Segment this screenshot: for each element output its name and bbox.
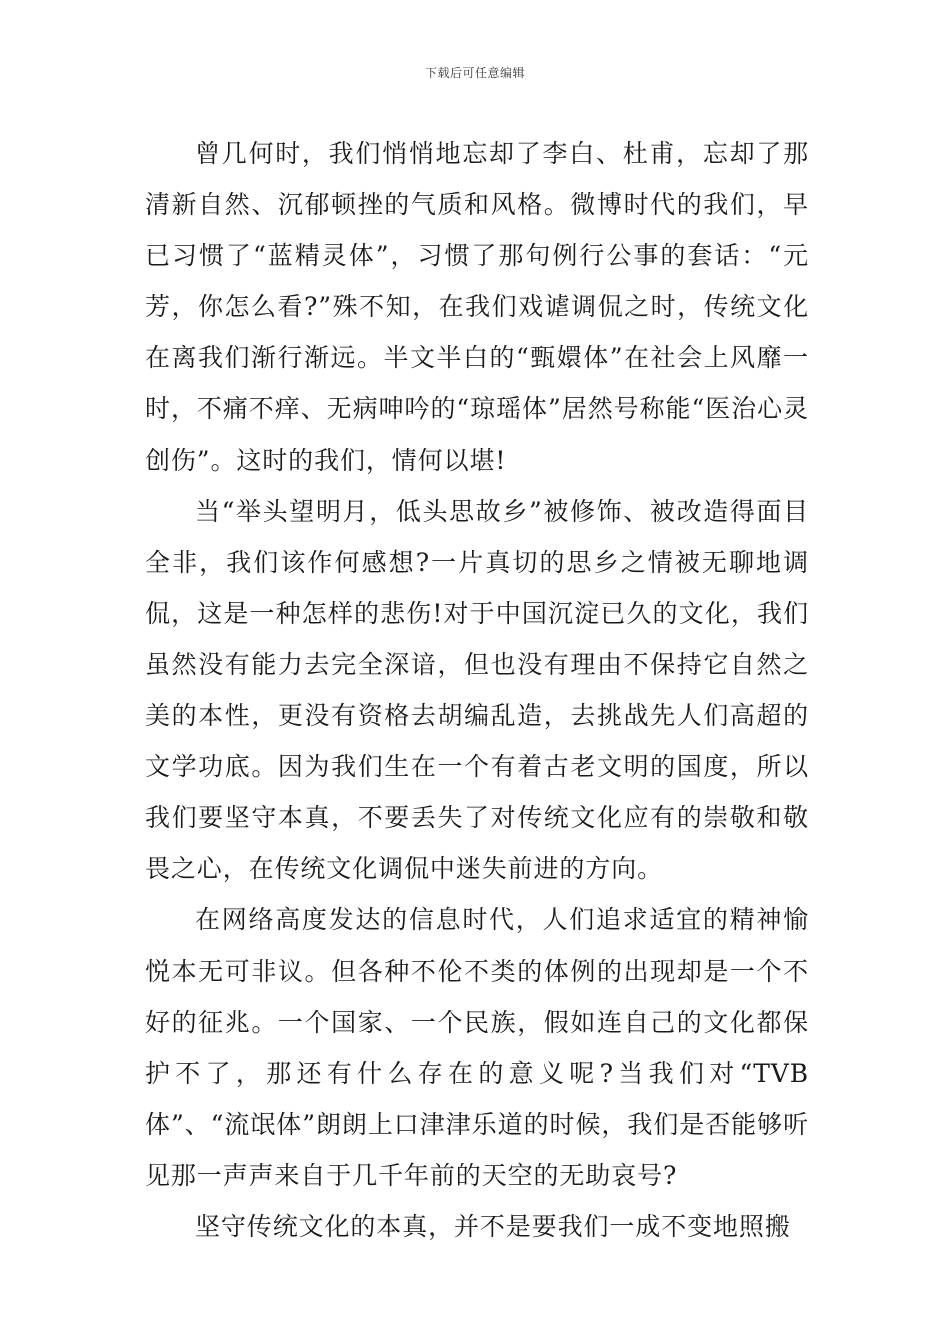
paragraph: 坚守传统文化的本真，并不是要我们一成不变地照搬 xyxy=(195,1211,791,1241)
paragraph: 当“举头望明月，低头思故乡”被修饰、被改造得面目全非，我们该作何感想?一片真切的思乡之情被无聊地调侃，这是一种怎样的悲伤!对于中国沉淀已久的文化，我们虽然没有能力去完全深谙，但也没有理由不保持它自然之美的本性，更没有资格去胡编乱造，去挑战先人们高超的文学功底。因为我们生在一个有着古老文明的国度，所以我们要坚守本真，不要丢失了对传统文化应有的崇敬和敬畏之心，在传统文化调侃中迷失前进的方向。 xyxy=(145,496,809,884)
header-note: 下载后可任意编辑 xyxy=(424,66,525,80)
paragraph: 曾几何时，我们悄悄地忘却了李白、杜甫，忘却了那清新自然、沉郁顿挫的气质和风格。微博时代的我们，早已习惯了“蓝精灵体”，习惯了那句例行公事的套话：“元芳，你怎么看?”殊不知，在我们戏谑调侃之时，传统文化在离我们渐行渐远。半文半白的“甄嬛体”在社会上风靡一时，不痛不痒、无病呻吟的“琼瑶体”居然号称能“医治心灵创伤”。这时的我们，情何以堪! xyxy=(145,139,809,475)
paragraph: 在网络高度发达的信息时代，人们追求适宜的精神愉悦本无可非议。但各种不伦不类的体例的出现却是一个不好的征兆。一个国家、一个民族，假如连自己的文化都保护不了，那还有什么存在的意义呢?当我们对“TVB体”、“流氓体”朗朗上口津津乐道的时候，我们是否能够听见那一声声来自于几千年前的天空的无助哀号? xyxy=(145,905,809,1190)
document-body xyxy=(145,128,809,1252)
